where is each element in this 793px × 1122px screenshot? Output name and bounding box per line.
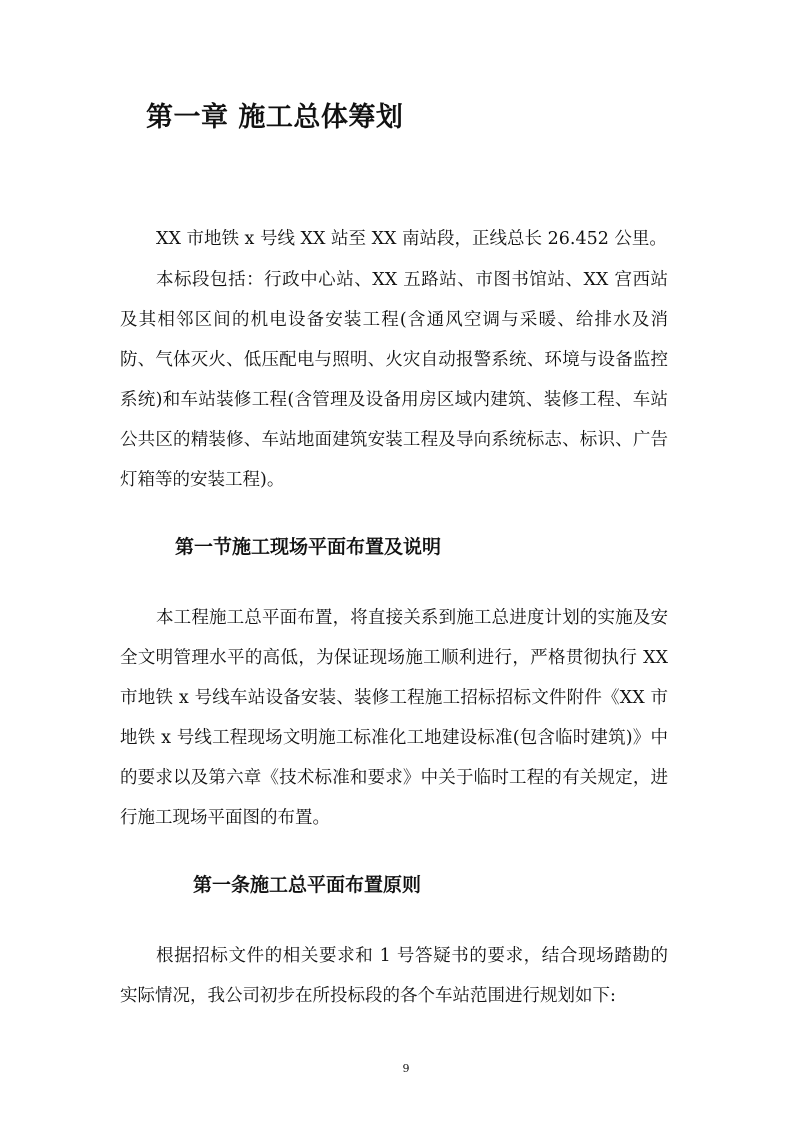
chapter-title: 第一章 施工总体筹划 [146,102,404,133]
project-scope-paragraph: 本标段包括：行政中心站、XX 五路站、市图书馆站、XX 宫西站及其相邻区间的机电设备安装工程(含通风空调与采暖、给排水及消防、气体灭火、低压配电与照明、火灾自动报警系统、环境与设备监控系统)和车站装修工程(含管理及设备用房区域内建筑、装修工程、车站公共区的精装修、车站地面建筑安装工程及导向系统标志、标识、广告灯箱等的安装工程)。 [120,270,668,490]
line-length-paragraph: XX 市地铁 x 号线 XX 站至 XX 南站段，正线总长 26.452 公里。 [156,229,667,249]
site-layout-paragraph: 本工程施工总平面布置，将直接关系到施工总进度计划的实施及安全文明管理水平的高低，为保证现场施工顺利进行，严格贯彻执行 XX 市地铁 x 号线车站设备安装、装修工程施工招标招标文件附件《XX 市地铁 x 号线工程现场文明施工标准化工地建设标准(包含临时建筑)》中的要求以及第六章《技术标准和要求》中关于临时工程的有关规定，进行施工现场平面图的布置。 [120,608,668,828]
article-title-layout-principles: 第一条施工总平面布置原则 [193,874,422,896]
planning-paragraph: 根据招标文件的相关要求和 1 号答疑书的要求，结合现场踏勘的实际情况，我公司初步在所投标段的各个车站范围进行规划如下: [120,946,668,1006]
section-title-site-layout: 第一节施工现场平面布置及说明 [175,536,442,558]
page-number: 9 [402,1062,410,1075]
